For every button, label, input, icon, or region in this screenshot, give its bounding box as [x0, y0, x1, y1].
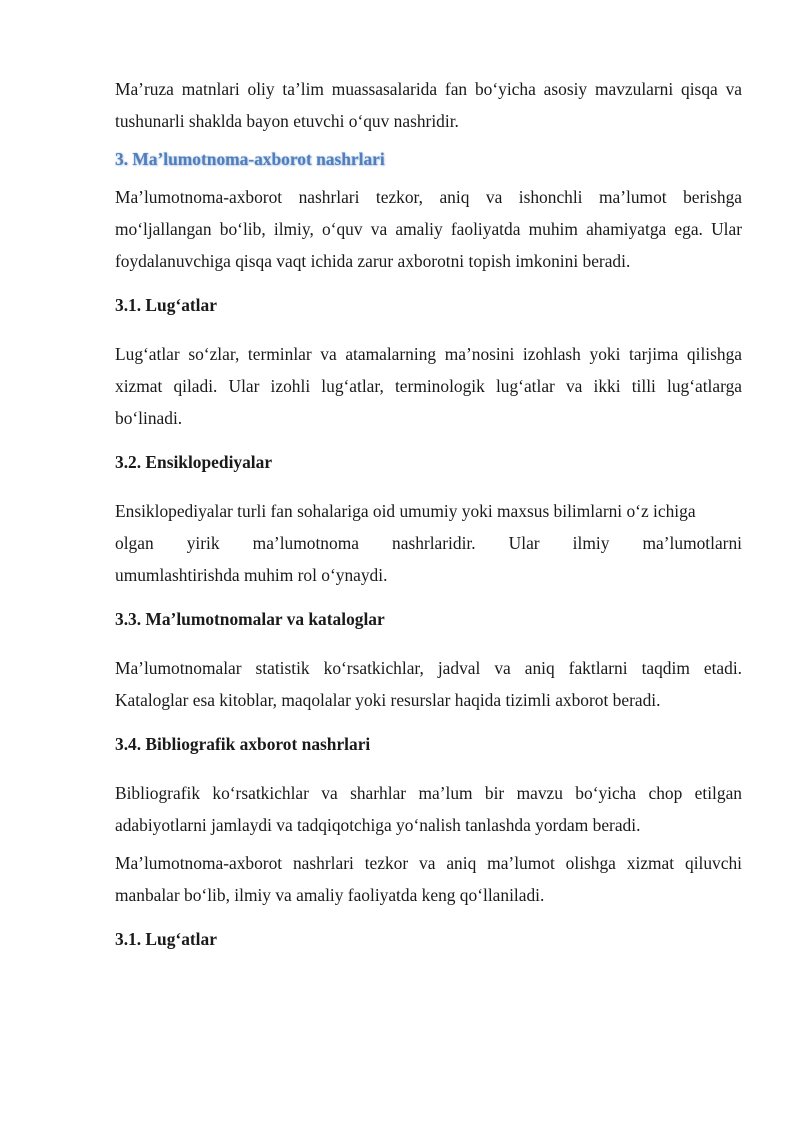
- section-3-2-line-1: Ensiklopediyalar turli fan sohalariga oid umumiy yoki maxsus bilimlarni o‘z ichiga: [115, 501, 696, 521]
- document-page: [115, 73, 742, 955]
- section-3-paragraph: Ma’lumotnoma-axborot nashrlari tezkor, aniq va ishonchli ma’lumot berishga mo‘ljallangan bo‘lib, ilmiy, o‘quv va amaliy faoliyatda muhim ahamiyatga ega. Ular foydalanuvchiga qisqa vaqt ichida zarur axborotni topish imkonini beradi.: [115, 187, 742, 271]
- section-heading-3-3: 3.3. Ma’lumotnomalar va kataloglar: [115, 609, 385, 629]
- section-heading-3: 3. Ma’lumotnoma-axborot nashrlari: [115, 149, 385, 169]
- section-3-2-line-3: umumlashtirishda muhim rol o‘ynaydi.: [115, 565, 388, 585]
- section-3-2-line-2: olgan yirik ma’lumotnoma nashrlaridir. Ular ilmiy ma’lumotlarni: [115, 533, 742, 553]
- section-heading-3-4: 3.4. Bibliografik axborot nashrlari: [115, 734, 371, 754]
- section-heading-3-1: 3.1. Lug‘atlar: [115, 295, 217, 315]
- section-3-4-paragraph-1: Bibliografik ko‘rsatkichlar va sharhlar ma’lum bir mavzu bo‘yicha chop etilgan adabiyotlarni jamlaydi va tadqiqotchiga yo‘nalish tanlashda yordam beradi.: [115, 783, 742, 835]
- section-3-2-paragraph: [115, 495, 742, 591]
- intro-paragraph: Ma’ruza matnlari oliy ta’lim muassasalarida fan bo‘yicha asosiy mavzularni qisqa va tushunarli shaklda bayon etuvchi o‘quv nashridir.: [115, 79, 742, 131]
- section-3-1-paragraph: Lug‘atlar so‘zlar, terminlar va atamalarning ma’nosini izohlash yoki tarjima qilishga xizmat qiladi. Ular izohli lug‘atlar, terminologik lug‘atlar va ikki tilli lug‘atlarga bo‘linadi.: [115, 344, 742, 428]
- section-3-3-paragraph: Ma’lumotnomalar statistik ko‘rsatkichlar, jadval va aniq faktlarni taqdim etadi. Kataloglar esa kitoblar, maqolalar yoki resurslar haqida tizimli axborot beradi.: [115, 658, 742, 710]
- section-heading-3-1-repeat: 3.1. Lug‘atlar: [115, 929, 217, 949]
- section-3-4-paragraph-2: Ma’lumotnoma-axborot nashrlari tezkor va aniq ma’lumot olishga xizmat qiluvchi manbalar bo‘lib, ilmiy va amaliy faoliyatda keng qo‘llaniladi.: [115, 853, 742, 905]
- section-heading-3-2: 3.2. Ensiklopediyalar: [115, 452, 273, 472]
